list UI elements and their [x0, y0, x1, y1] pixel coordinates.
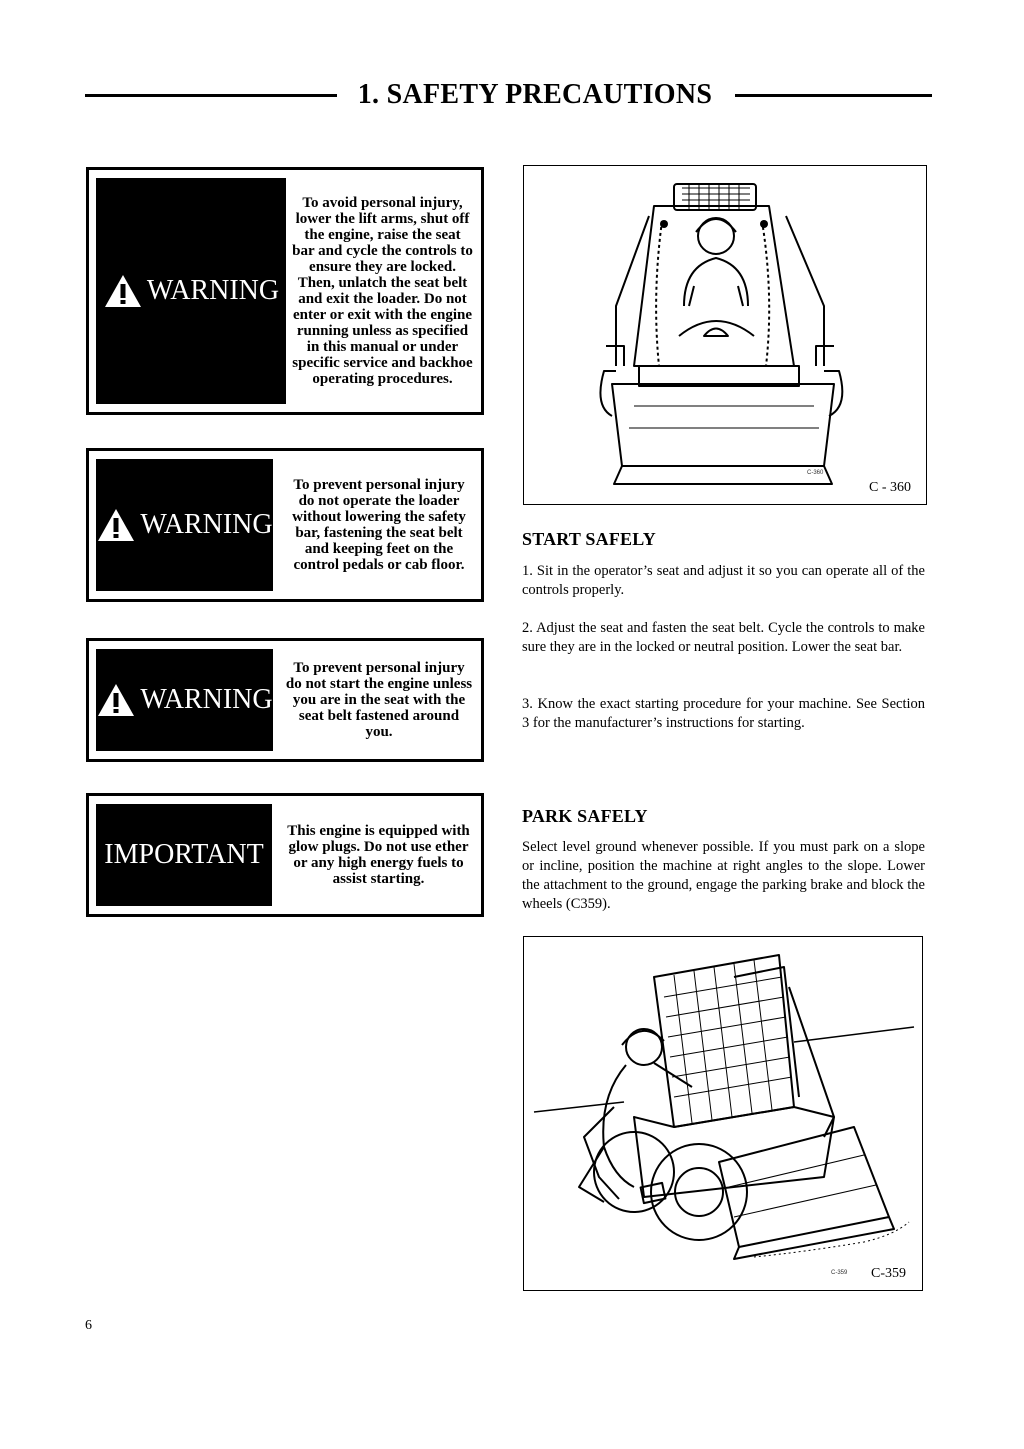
page-number: 6 [85, 1318, 92, 1333]
warning-label-panel [96, 649, 273, 751]
warning-label-panel [96, 459, 273, 591]
warning-box-1 [86, 167, 484, 415]
figure-code-small: C-360 [807, 470, 824, 476]
warning-label: WARNING [140, 684, 273, 715]
section-heading-park-safely: PARK SAFELY [522, 806, 648, 826]
page-title: 1. SAFETY PRECAUTIONS [357, 79, 713, 110]
figure-blocking-wheels [523, 936, 923, 1291]
skid-steer-parking-illustration [524, 937, 920, 1288]
figure-caption: C - 360 [869, 480, 911, 495]
figure-code-small: C-359 [831, 1270, 848, 1276]
section-heading-start-safely: START SAFELY [522, 529, 656, 549]
start-step-1: 1. Sit in the operator’s seat and adjust it so you can operate all of the controls properly. [522, 563, 925, 598]
important-box [86, 793, 484, 917]
warning-text: To prevent personal injury do not start the engine unless you are in the seat with the seat belt fastened around you. [285, 660, 473, 740]
warning-text: To prevent personal injury do not operate the loader without lowering the safety bar, fastening the seat belt and keeping feet on the control pedals or cab floor. [292, 477, 466, 573]
important-label: IMPORTANT [104, 839, 264, 870]
start-step-2: 2. Adjust the seat and fasten the seat belt. Cycle the controls to make sure they are in the locked or neutral position. Lower the seat bar. [522, 620, 925, 655]
warning-triangle-icon [103, 273, 143, 309]
figure-caption: C-359 [871, 1266, 906, 1281]
important-label-panel [96, 804, 272, 906]
warning-label: WARNING [146, 275, 280, 306]
warning-triangle-icon [96, 682, 136, 718]
important-text: This engine is equipped with glow plugs. Do not use ether or any high energy fuels to assist starting. [287, 823, 470, 887]
title-rule-left [85, 94, 337, 97]
skid-steer-front-illustration [524, 166, 924, 502]
warning-text: To avoid personal injury, lower the lift arms, shut off the engine, raise the seat bar and cycle the controls to ensure they are locked. Then, unlatch the seat belt and exit the loader. Do not enter or exit with the engine running unless as specified in this manual or under specific service and backhoe operating procedures. [292, 195, 473, 387]
title-rule-right [735, 94, 932, 97]
warning-label-panel [96, 178, 286, 404]
figure-operator-seated [523, 165, 927, 505]
warning-box-2 [86, 448, 484, 602]
warning-triangle-icon [96, 507, 136, 543]
start-step-3: 3. Know the exact starting procedure for your machine. See Section 3 for the manufacturer’s instructions for starting. [522, 696, 925, 731]
warning-box-3 [86, 638, 484, 762]
park-safely-text: Select level ground whenever possible. If you must park on a slope or incline, position the machine at right angles to the slope. Lower the attachment to the ground, engage the parking brake and block the wheels (C359). [522, 839, 925, 912]
warning-label: WARNING [140, 509, 273, 540]
